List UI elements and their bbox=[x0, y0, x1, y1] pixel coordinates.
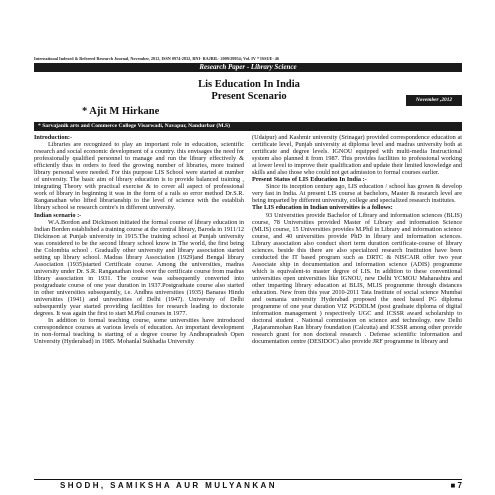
indian-scenario-paragraph-2: In addition to formal teaching course, some universities have introduced correspondence courses at various levels of education. An important development in non-formal teaching is starting of a degree course by Andhrapradesh Open University (Hyderabad) in 1985. Mohanlal Sukhadia University bbox=[34, 317, 244, 346]
title-line-2: Present Scenario bbox=[211, 91, 287, 102]
universities-paragraph: 93 Universities provide Bachelor of Library and information sciences (BLIS) course, 78 Universities provided Master of Library and information Science (MLIS) course, 15 Universities provides M.Phil in Library and information science course, and 40 universities provide PhD in library and information sciences. Library association also conduct short term duration certificate-course of library sciences. beside this there are also specialized research Institution have been conducted the IT based program such as DRTC & NISCAIR offer two year Associate ship in documentation and information science (ADIS) programme which is equivalent-to master degree of LIS. In addition to these conventional universities open universities like IGNOU, new Delhi YCMOU Maharashtra and other imparting library education at BLIS, MLIS programme through distances education. New from this year 2010-2011 Tata Institute of social science Mumbai and osmania university Hyderabad proposed the need based PG diploma programme of one year duration VIZ PGDDLM (post graduate diploma of digital information management ) respectively UGC and ICSSR award scholarship to doctoral student . National commission on science and technology. new Delhi ,Rajarammohan Ran library foundation (Calcutta) and ICSSR among other provide research grant for non doctoral research . Defense scientific information and documentation centre (DESIDOC) also provide JRF programme in library and bbox=[252, 211, 462, 346]
right-column bbox=[252, 134, 462, 476]
indian-scenario-paragraph-1: W.A.Bordon and Dickinson initiated the formal course of library education in Indian Borden established a training course at the central library, Baroda in 1911/12 Dickinson at Punjab university in 1915.The training school at Punjab university was considered to be the second library school know in The world, the first being the Colombia school . Gradually other university and library association started setting up library school. Madras library Association (1929)and Bengal library Association (1935)started Certificate course. Among the universities, madras university under Dr. S.R. Ranganathan took over the certificate course from madras library association in 1931. The course was subsequently converted into postgraduate course of one year duration in 1937.Postgraduate course also started in other universities subsequently, i.e. Andhra universities (1935) Banaras Hindu universities (1941) and universities of Delhi (1947). University of Delhi subsequently year started providing facilities for research leading to doctorate degrees. It was again the first to start M.Phil courses in 1977. bbox=[34, 218, 244, 318]
left-column bbox=[34, 134, 244, 476]
universities-heading: The LIS education in Indian universities is a follows: bbox=[252, 204, 393, 212]
page-number: ■ 7 bbox=[450, 481, 462, 490]
article-title bbox=[154, 79, 344, 103]
affiliation-banner: * Sarvajanik arts and Commerce College Visarwadi, Navapur, Nandurbar (M.S) bbox=[34, 122, 462, 131]
section-banner: Research Paper - Library Science bbox=[34, 63, 462, 72]
journal-header-line: International Indexed & Refereed Research Journal, November, 2012, ISSN 0974-2832, RNI- RAJBIL- 2009/29954; Vol. IV * ISSUE- 46 bbox=[34, 56, 280, 61]
footer-journal-name: SHODH, SAMIKSHA AUR MULYANKAN bbox=[60, 481, 277, 490]
date-badge: November ,2012 bbox=[406, 95, 462, 106]
indian-scenario-heading: Indian scenario :- bbox=[34, 211, 82, 219]
present-status-paragraph: Since its inception century ago, LIS education / school has grown & develop very fast in India. At present LIS course at bachelors, Master & research level are being imparted by different university, college and specialized research institutes. bbox=[252, 183, 462, 205]
intro-heading: Introduction:- bbox=[34, 134, 73, 141]
right-paragraph-1: (Udaipur) and Kashmir university (Srinagar) provided correspondence education at certificate level, Punjab university at diploma level and madras university both at certificate and degree levels. IGNOU equipped with multi-media Instructional system also planned it from 1987. This provides facilities to professional working at lower level to improve their qualification and update their limited knowledge and skills and also those who could not get admission to formal courses earlier. bbox=[252, 134, 462, 177]
author-name: * Ajit M Hirkane bbox=[82, 106, 160, 117]
title-line-1: Lis Education In India bbox=[198, 79, 300, 90]
footer-bar bbox=[34, 479, 462, 490]
intro-paragraph: Libraries are recognized to play an important role in education, scientific research and social economic development of a country. this envisages the need for professionally qualified personnel to manage and run the library effectively & efficiently thus in orders to feed the growing number of libraries, more trained library personal were needed. For this purpose LIS School were started at number of university. The basic aim of library education is to provide balanced training , integrating Theory with practical exercise & to cover all aspect of professional work of library in beginning it was in the form of a rails so error method Dr.S.R. Ranganathan who lifted librarianship to the level of science with the establish library school se research centre's in different university. bbox=[34, 141, 244, 212]
title-block bbox=[34, 73, 462, 121]
present-status-heading: Present Status of LIS Education In India :- bbox=[252, 176, 367, 184]
